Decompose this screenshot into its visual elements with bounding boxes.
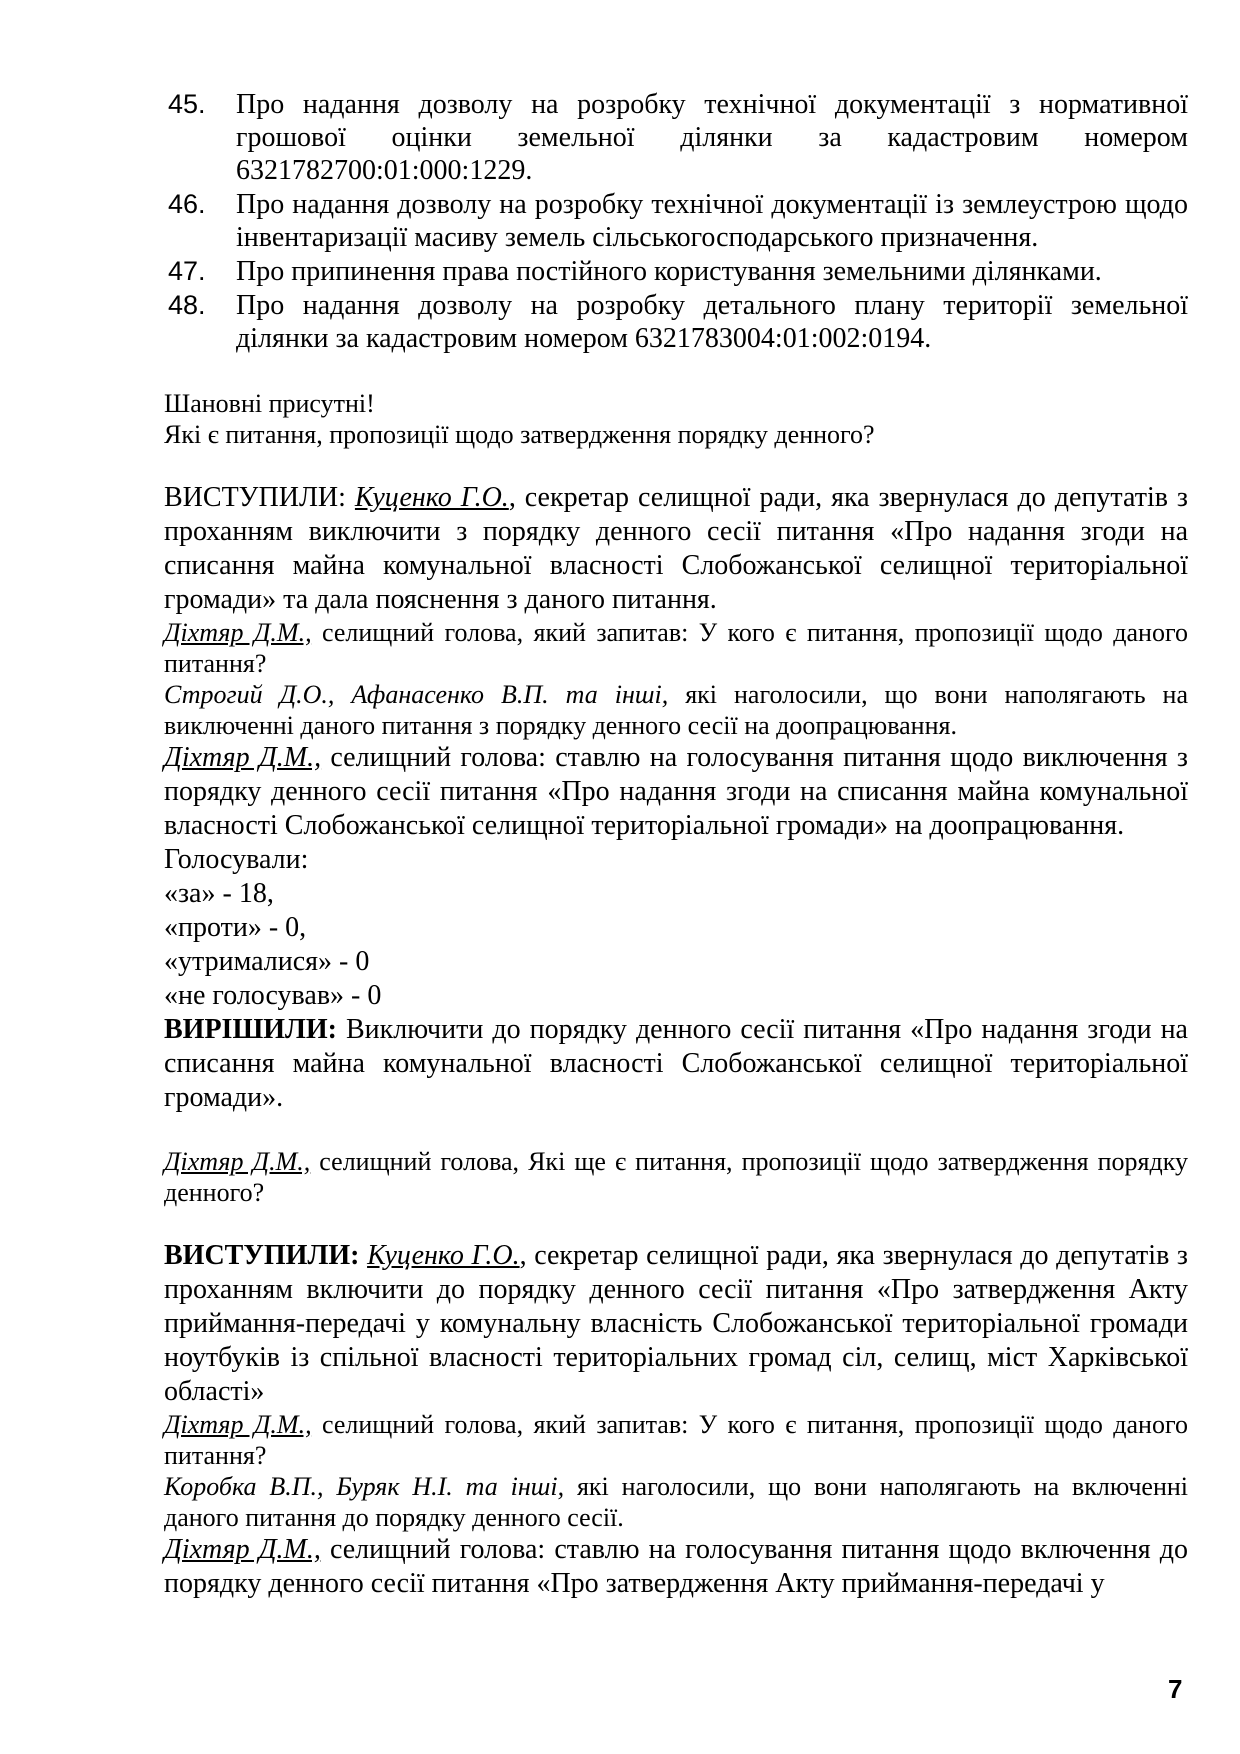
agenda-number: 48. [168,290,206,320]
decision-paragraph [164,1013,1188,1115]
chair-text: селищний голова, який запитав: У кого є питання, пропозиції щодо даного питання? [164,1410,1188,1470]
chair-name: Діхтяр Д.М., [164,1410,312,1439]
voted-label: Голосували: [164,844,309,875]
greeting: Шановні присутні! [164,389,375,418]
deputies-names: Коробка В.П., Буряк Н.І. та інші, [164,1472,565,1501]
chair-question [164,1146,1188,1208]
decided-label: ВИРІШИЛИ: [164,1014,337,1045]
chair-text: селищний голова, Які ще є питання, пропозиції щодо затвердження порядку денного? [164,1147,1188,1207]
deputies-names: Строгий Д.О., Афанасенко В.П. та інші, [164,680,669,709]
agenda-item [168,289,1188,355]
spoke-label: ВИСТУПИЛИ: [164,1240,368,1271]
chair-text: селищний голова: ставлю на голосування питання щодо включення до порядку денного сесії питання «Про затвердження Акту приймання-передачі у [164,1534,1188,1599]
chair-text: селищний голова, який запитав: У кого є питання, пропозиції щодо даного питання? [164,618,1188,678]
agenda-item [168,255,1188,288]
chair-question [164,617,1188,679]
agenda-item [168,88,1188,187]
vote-for: «за» - 18, [164,878,274,909]
speaker-name: Куценко Г.О. [354,482,509,513]
agenda-item [168,188,1188,254]
chair-name: Діхтяр Д.М., [164,1534,321,1565]
agenda-number: 45. [168,89,206,119]
agenda-text: Про надання дозволу на розробку детального плану території земельної ділянки за кадастровим номером 6321783004:01:002:0194. [236,290,1188,354]
chair-name: Діхтяр Д.М., [164,618,312,647]
agenda-number: 46. [168,189,206,219]
agenda-text: Про припинення права постійного користування земельними ділянками. [236,256,1102,287]
chair-question [164,1409,1188,1471]
speech-paragraph [164,1239,1188,1409]
speech-text: , секретар селищної ради, яка звернулася до депутатів з проханням включити до порядку денного сесії питання «Про затвердження Акту приймання-передачі у комунальну власність Слобожанської територіальної громади ноутбуків із спільної власності територіальних громад сіл, селищ, міст Харківської області» [164,1240,1188,1407]
spoke-label: ВИСТУПИЛИ: [164,482,355,513]
chair-name: Діхтяр Д.М., [164,742,322,773]
vote-against: «проти» - 0, [164,912,307,943]
agenda-text: Про надання дозволу на розробку технічної документації з нормативної грошової оцінки земельної ділянки за кадастровим номером 6321782700:01:000:1229. [236,89,1188,186]
vote-not-voted: «не голосував» - 0 [164,980,382,1011]
speaker-name: Куценко Г.О. [367,1240,520,1271]
agenda-question: Які є питання, пропозиції щодо затвердження порядку денного? [164,420,875,449]
decided-text: Виключити до порядку денного сесії питання «Про надання згоди на списання майна комунальної власності Слобожанської селищної територіальної громади». [164,1014,1188,1113]
agenda-list [168,88,1188,356]
deputies-response [164,1471,1188,1533]
deputies-text: які наголосили, що вони наполягають на включенні даного питання до порядку денного сесії. [164,1472,1188,1532]
agenda-text: Про надання дозволу на розробку технічної документації із землеустрою щодо інвентаризації масиву земель сільськогосподарського призначення. [236,189,1188,253]
agenda-number: 47. [168,256,206,286]
minutes-body [164,388,1188,1601]
deputies-response [164,679,1188,741]
vote-abstained: «утрималися» - 0 [164,946,370,977]
deputies-text: які наголосили, що вони наполягають на виключенні даного питання з порядку денного сесії на доопрацювання. [164,680,1189,740]
speech-paragraph [164,481,1188,617]
chair-motion [164,1533,1188,1601]
chair-motion [164,741,1188,843]
speech-text: , секретар селищної ради, яка звернулася до депутатів з проханням виключити з порядку денного сесії питання «Про надання згоди на списання майна комунальної власності Слобожанської селищної територіальної громади» та дала пояснення з даного питання. [164,482,1188,615]
chair-text: селищний голова: ставлю на голосування питання щодо виключення з порядку денного сесії питання «Про надання згоди на списання майна комунальної власності Слобожанської селищної територіальної громади» на доопрацювання. [164,742,1188,841]
chair-name: Діхтяр Д.М., [164,1147,311,1176]
page-number: 7 [1168,1674,1183,1704]
